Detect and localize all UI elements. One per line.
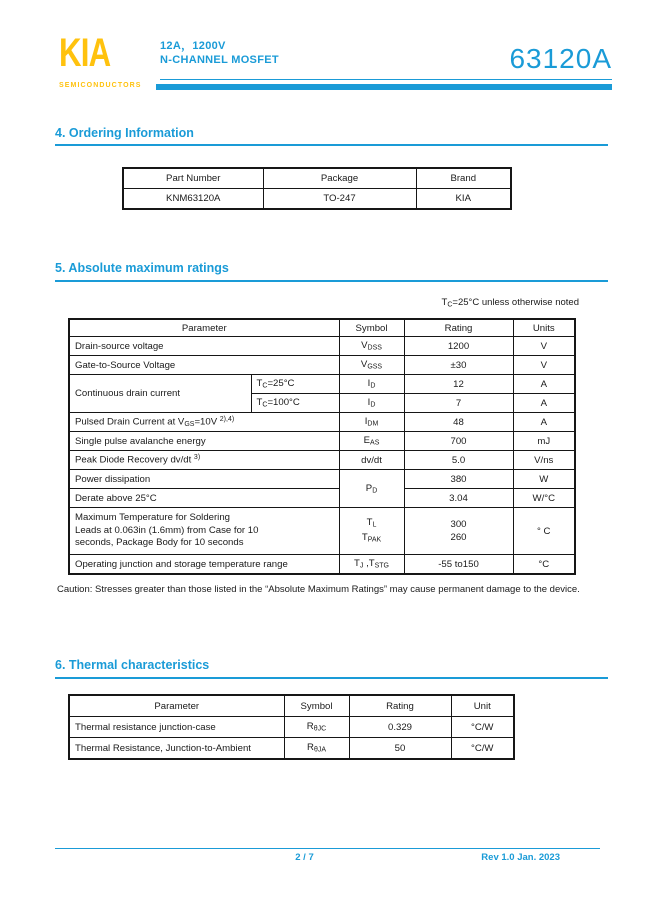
ordering-header-row <box>123 168 511 189</box>
column-header-unit: Unit <box>451 695 514 717</box>
unit-cell: °C/W <box>451 738 514 760</box>
table-row-power <box>69 470 575 489</box>
parameter-cell: Drain-source voltage <box>69 337 339 356</box>
units-cell: A <box>513 375 575 394</box>
table-row-tj-tstg <box>69 555 575 575</box>
symbol-cell: $P_D$ <box>339 470 404 508</box>
rating-cell: 0.329 <box>349 717 451 738</box>
symbol-cell: $E_{AS}$ <box>339 432 404 451</box>
ordering-table <box>122 167 512 210</box>
section-title-abs-max: 5. Absolute maximum ratings <box>55 261 229 275</box>
symbol-cell <box>339 508 404 555</box>
table-row-id-25c <box>69 375 575 394</box>
parameter-cell <box>69 508 339 555</box>
symbol-cell: $R_{\theta JA}$ <box>284 738 349 760</box>
column-header-brand: Brand <box>416 168 511 189</box>
units-cell: V <box>513 356 575 375</box>
rating-cell: -55 to150 <box>404 555 513 575</box>
part-number-title: 63120A <box>509 43 612 74</box>
symbol-cell: $R_{\theta JC}$ <box>284 717 349 738</box>
section-rule-thermal <box>55 677 608 679</box>
thermal-characteristics-table <box>68 694 515 760</box>
column-header-units: Units <box>513 319 575 337</box>
absolute-maximum-ratings-table <box>68 318 576 575</box>
page-number: 2 / 7 <box>295 852 314 863</box>
units-cell: V/ns <box>513 451 575 470</box>
footer-rule <box>55 848 600 849</box>
table-row-vgss <box>69 356 575 375</box>
rating-cell: 700 <box>404 432 513 451</box>
rating-line: 260 <box>450 532 467 543</box>
parameter-cell: Thermal resistance junction-case <box>69 717 284 738</box>
symbol-line: $T_L$ <box>366 516 377 528</box>
rating-cell: 7 <box>404 394 513 413</box>
abs-header-row <box>69 319 575 337</box>
symbol-cell: $I_{DM}$ <box>339 413 404 432</box>
column-header-symbol: Symbol <box>284 695 349 717</box>
table-row-rthjc <box>69 717 514 738</box>
rating-cell: 380 <box>404 470 513 489</box>
rating-cell: 50 <box>349 738 451 760</box>
units-cell: mJ <box>513 432 575 451</box>
rating-cell: 3.04 <box>404 489 513 508</box>
parameter-cell: Power dissipation <box>69 470 339 489</box>
rating-cell <box>404 508 513 555</box>
subtitle-line-ratings: 12A，1200V <box>160 40 226 52</box>
parameter-cell: Continuous drain current <box>69 375 251 413</box>
parameter-cell: Gate-to-Source Voltage <box>69 356 339 375</box>
column-header-package: Package <box>263 168 416 189</box>
parameter-cell: Pulsed Drain Current at $V_{GS}=10V$ $^{2),4)}$ <box>69 413 339 432</box>
table-row-soldering <box>69 508 575 555</box>
cell-package: TO-247 <box>263 189 416 210</box>
parameter-line: Maximum Temperature for Soldering <box>75 512 230 524</box>
parameter-line: Leads at 0.063in (1.6mm) from Case for 10 <box>75 524 259 536</box>
kia-logo-text: KIA <box>59 31 111 75</box>
symbol-line: $T_{PAK}$ <box>361 532 382 544</box>
symbol-cell: $V_{DSS}$ <box>339 337 404 356</box>
kia-logo-subtext: SEMICONDUCTORS <box>59 82 142 89</box>
table-row-dvdt <box>69 451 575 470</box>
cell-brand: KIA <box>416 189 511 210</box>
table-row-eas <box>69 432 575 451</box>
rating-cell: 48 <box>404 413 513 432</box>
units-cell: A <box>513 413 575 432</box>
symbol-cell: $I_D$ <box>339 375 404 394</box>
subtitle-line-type: N-CHANNEL MOSFET <box>160 53 279 66</box>
units-cell: A <box>513 394 575 413</box>
header-thin-rule <box>160 79 612 80</box>
parameter-cell: Derate above 25°C <box>69 489 339 508</box>
units-cell: W <box>513 470 575 489</box>
table-row-rthja <box>69 738 514 760</box>
table-row-idm <box>69 413 575 432</box>
units-cell: V <box>513 337 575 356</box>
kia-logo <box>59 31 169 89</box>
condition-cell: $T_C=25^\circ C$ <box>251 375 339 394</box>
table-row-derate <box>69 489 575 508</box>
revision-label: Rev 1.0 Jan. 2023 <box>481 852 560 863</box>
column-header-symbol: Symbol <box>339 319 404 337</box>
section-title-ordering: 4. Ordering Information <box>55 126 194 140</box>
product-subtitle <box>160 40 279 67</box>
column-header-parameter: Parameter <box>69 695 284 717</box>
test-condition-note: $T_C=25^\circ C$ unless otherwise noted <box>441 297 579 309</box>
parameter-cell: Operating junction and storage temperature range <box>69 555 339 575</box>
section-rule-abs-max <box>55 280 608 282</box>
parameter-cell: Single pulse avalanche energy <box>69 432 339 451</box>
caution-text: Caution: Stresses greater than those listed in the “Absolute Maximum Ratings” may cause permanent damage to the device. <box>57 584 580 595</box>
rating-line: 300 <box>450 519 467 530</box>
parameter-cell: Peak Diode Recovery dv/dt $^{3)}$ <box>69 451 339 470</box>
rating-cell: 5.0 <box>404 451 513 470</box>
symbol-cell: dv/dt <box>339 451 404 470</box>
column-header-rating: Rating <box>349 695 451 717</box>
section-title-thermal: 6. Thermal characteristics <box>55 658 210 672</box>
units-cell: °C <box>513 555 575 575</box>
parameter-line: seconds, Package Body for 10 seconds <box>75 537 244 549</box>
parameter-cell: Thermal Resistance, Junction-to-Ambient <box>69 738 284 760</box>
units-cell: W/°C <box>513 489 575 508</box>
condition-cell: $T_C=100^\circ C$ <box>251 394 339 413</box>
column-header-rating: Rating <box>404 319 513 337</box>
units-cell: ° C <box>513 508 575 555</box>
rating-cell: ±30 <box>404 356 513 375</box>
symbol-cell: $V_{GSS}$ <box>339 356 404 375</box>
symbol-cell: $T_J$ $,T_{STG}$ <box>339 555 404 575</box>
symbol-cell: $I_D$ <box>339 394 404 413</box>
rating-cell: 12 <box>404 375 513 394</box>
rating-cell: 1200 <box>404 337 513 356</box>
unit-cell: °C/W <box>451 717 514 738</box>
column-header-part-number: Part Number <box>123 168 263 189</box>
ordering-data-row <box>123 189 511 210</box>
thermal-header-row <box>69 695 514 717</box>
table-row-vdss <box>69 337 575 356</box>
column-header-parameter: Parameter <box>69 319 339 337</box>
section-rule-ordering <box>55 144 608 146</box>
cell-part-number: KNM63120A <box>123 189 263 210</box>
header-accent-bar <box>156 84 612 90</box>
